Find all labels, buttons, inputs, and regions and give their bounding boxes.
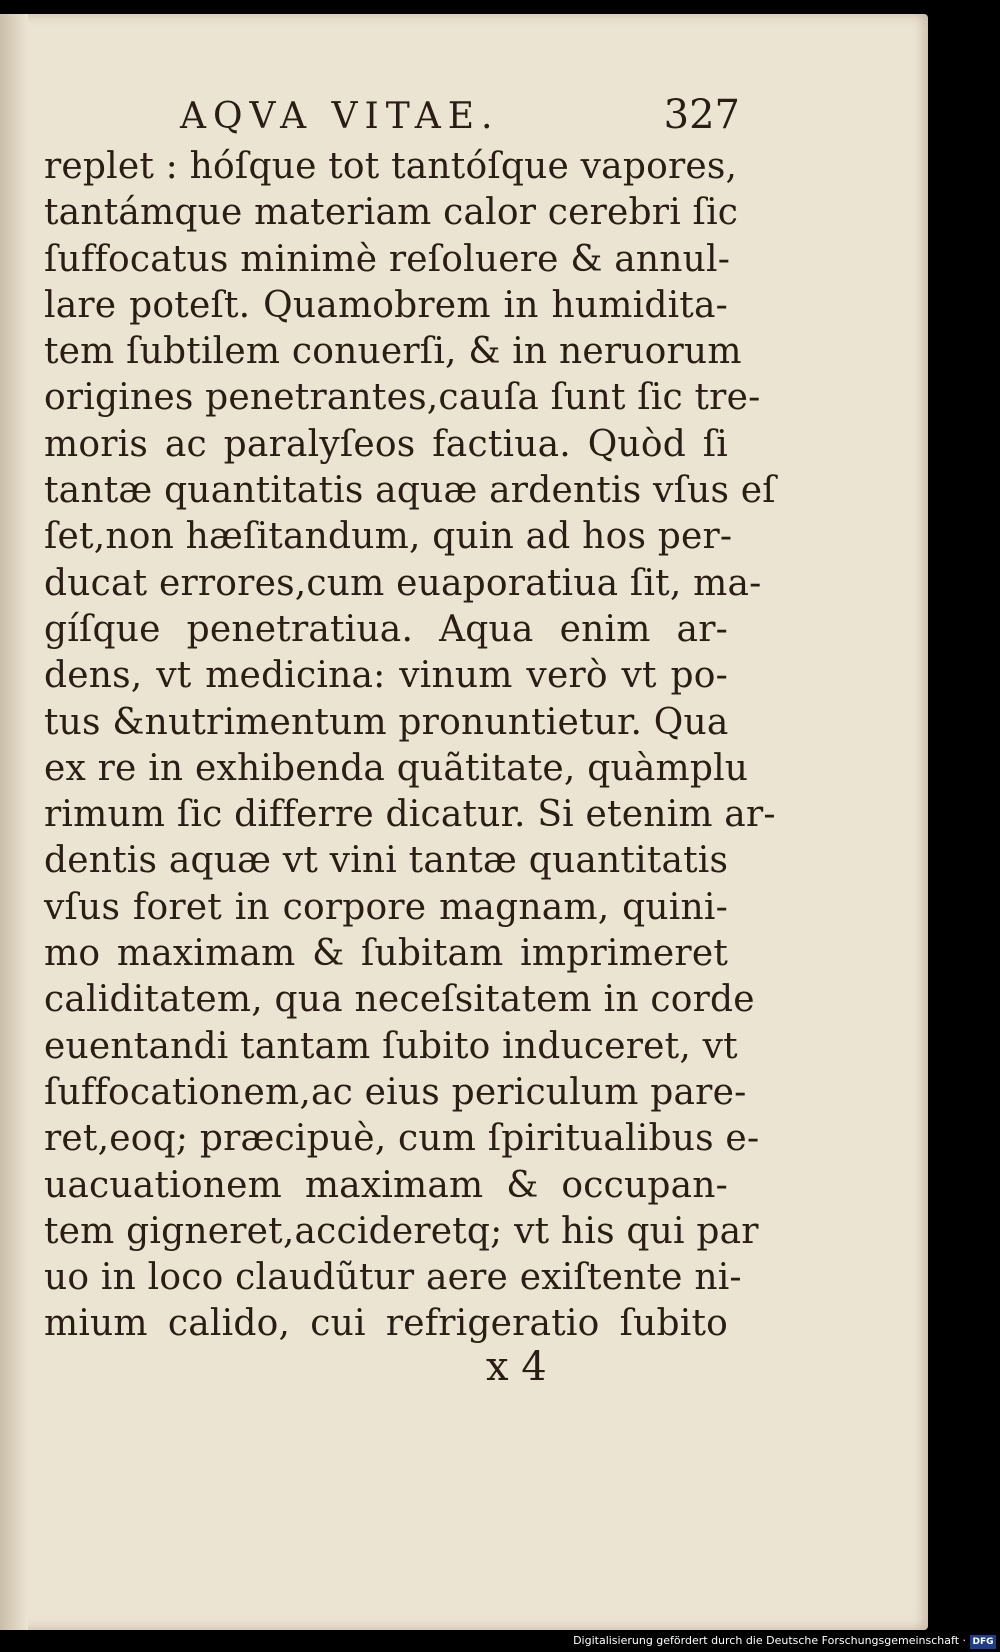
text-line: dens, vt medicina: vinum verò vt po- [44, 655, 728, 697]
signature-mark: x 4 [486, 1344, 547, 1390]
text-line: ſuffocatus minimè reſoluere & annul- [44, 238, 731, 280]
text-line: replet : hóſque tot tantóſque vapores, [44, 146, 738, 187]
text-line: euentandi tantam ſubito induceret, vt [44, 1025, 738, 1067]
text-line: ret,eoq; præcipuè, cum ſpiritualibus e- [44, 1118, 760, 1160]
book-page [0, 14, 928, 1630]
text-line: ducat errores,cum euaporatiua ſit, ma- [44, 562, 762, 604]
text-line: ſuffocationem,ac eius periculum pare- [44, 1071, 747, 1113]
text-line: tantæ quantitatis aquæ ardentis vſus eſ [44, 470, 776, 512]
text-line: lare poteſt. Quamobrem in humidita- [44, 284, 728, 326]
text-line: gíſque penetratiua. Aqua enim ar- [44, 608, 728, 650]
text-line: tantámque materiam calor cerebri ſic [44, 192, 739, 234]
text-block [44, 144, 776, 1348]
footer-bar [0, 1630, 1000, 1652]
text-line: rimum ſic differre dicatur. Si etenim ar- [44, 794, 776, 836]
text-line: caliditatem, qua neceſsitatem in corde [44, 979, 755, 1021]
text-line: vſus foret in corpore magnam, quini- [44, 886, 728, 928]
page-number: 327 [663, 92, 740, 138]
text-line: tem ſubtilem conuerſi, & in neruorum [44, 331, 742, 373]
text-line: uo in loco claudũtur aere exiſtente ni- [44, 1257, 742, 1299]
text-line: moris ac paralyſeos factiua. Quòd ſi [44, 423, 728, 465]
page-gutter [0, 14, 28, 1630]
text-line: origines penetrantes,cauſa ſunt ſic tre- [44, 377, 761, 419]
running-head [180, 92, 740, 142]
text-line: tem gigneret,accideretq; vt his qui par [44, 1210, 759, 1252]
dfg-logo: DFG [970, 1635, 996, 1649]
text-line: tus &nutrimentum pronuntietur. Qua [44, 701, 729, 743]
text-line: ex re in exhibenda quãtitate, quàmplu [44, 747, 749, 789]
text-line: dentis aquæ vt vini tantæ quantitatis [44, 840, 729, 882]
text-line: mium calido, cui refrigeratio ſubito [44, 1303, 728, 1345]
text-line: mo maximam & ſubitam imprimeret [44, 933, 728, 975]
running-title: AQVA VITAE. [180, 96, 500, 137]
text-line: uacuationem maximam & occupan- [44, 1164, 728, 1206]
text-line: ſet,non hæſitandum, quin ad hos per- [44, 516, 733, 558]
footer-credit: Digitalisierung gefördert durch die Deutsche Forschungsgemeinschaft · [573, 1634, 966, 1647]
